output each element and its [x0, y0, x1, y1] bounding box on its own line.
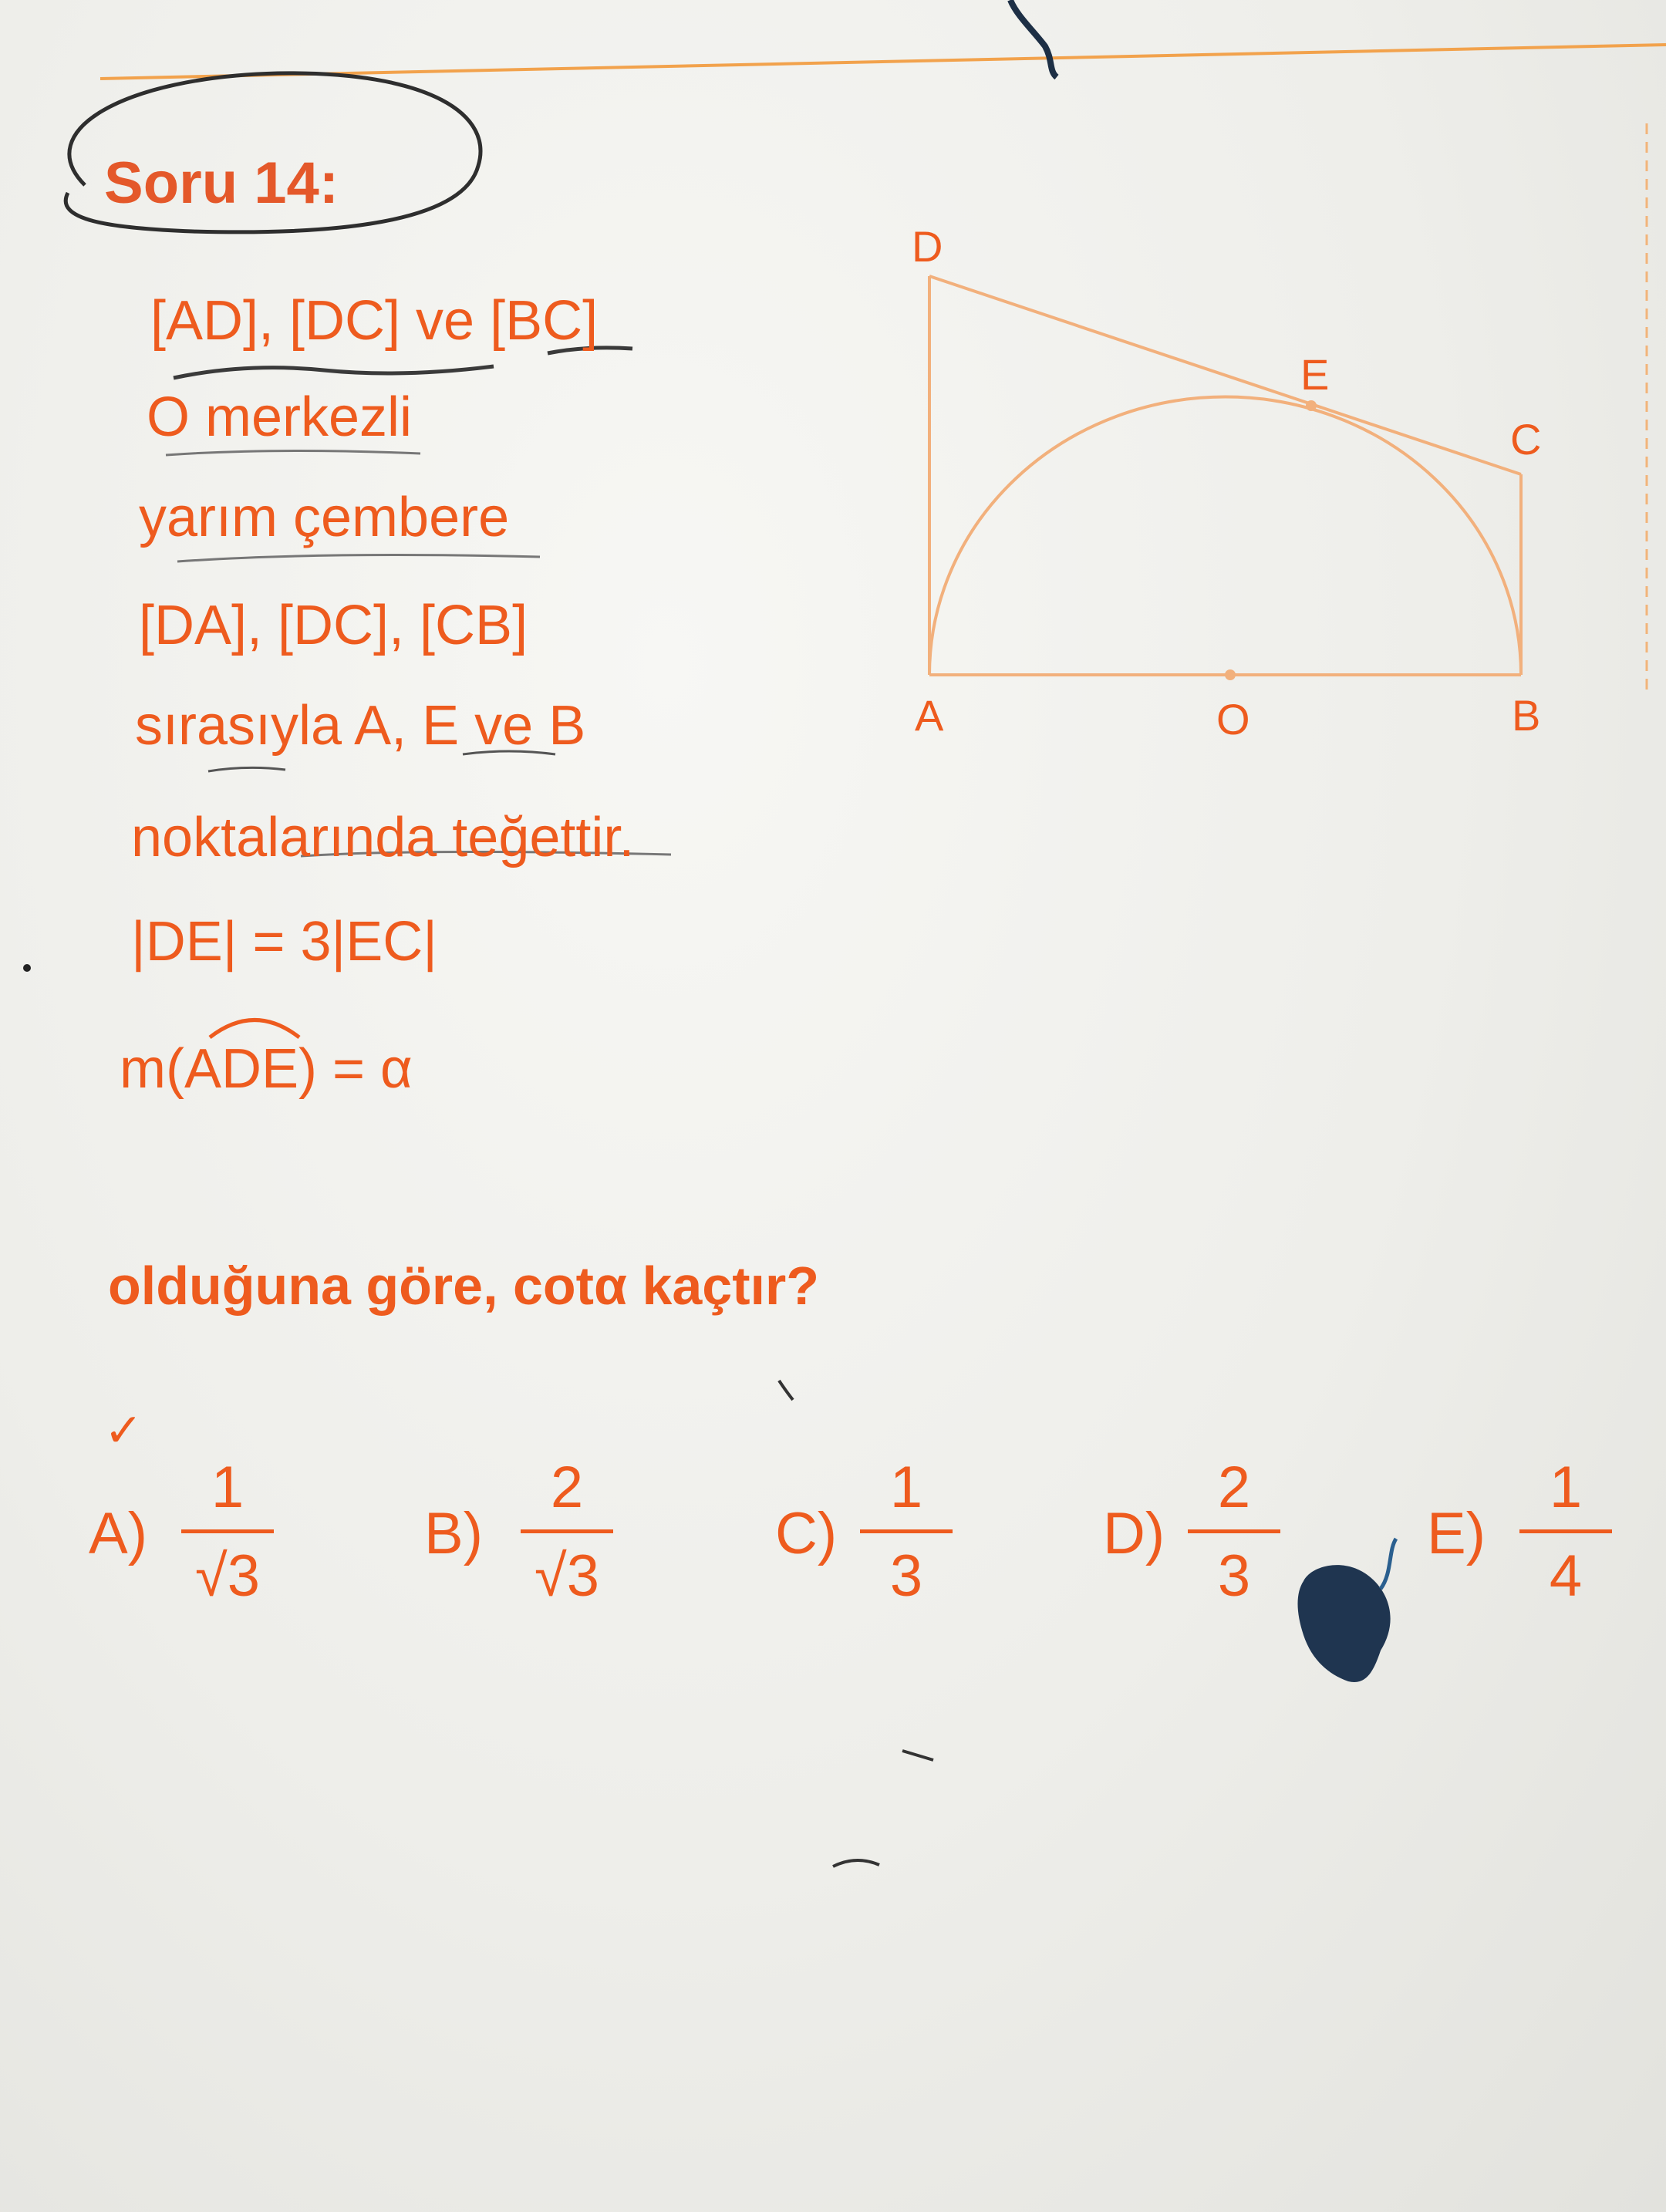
pencil-underline: [177, 555, 540, 561]
dot-mark: [23, 964, 31, 972]
problem-line-3: yarım çembere: [139, 487, 510, 548]
thread: [1010, 0, 1057, 77]
choice-label: D): [1103, 1501, 1165, 1566]
choice-fraction: [1519, 1454, 1612, 1610]
ink-blot: [1298, 1539, 1397, 1682]
numerator: 1: [211, 1455, 245, 1520]
pencil-mark: [902, 1751, 933, 1760]
problem-line-7: |DE| = 3|EC|: [131, 911, 437, 973]
question-title: Soru 14:: [104, 150, 339, 216]
problem-line-2: O merkezli: [147, 386, 413, 448]
choice-fraction: [860, 1454, 953, 1610]
denominator: 3: [1217, 1543, 1251, 1609]
numerator: 2: [1217, 1455, 1251, 1520]
denominator: 3: [889, 1543, 923, 1609]
problem-line-1: [AD], [DC] ve [BC]: [150, 290, 599, 352]
choice-label: B): [424, 1501, 483, 1566]
problem-line-5: sırasıyla A, E ve B: [135, 695, 586, 757]
denominator: √3: [535, 1543, 599, 1609]
problem-line-4: [DA], [DC], [CB]: [139, 595, 528, 656]
fraction-bar: [1188, 1529, 1280, 1533]
question-text: olduğuna göre, cotα kaçtır?: [108, 1256, 819, 1316]
pencil-underline: [166, 450, 420, 455]
numerator: 1: [889, 1455, 923, 1520]
pencil-underline: [174, 366, 494, 378]
choice-fraction: [521, 1454, 613, 1610]
label-D: D: [912, 222, 943, 271]
fraction-bar: [181, 1529, 274, 1533]
denominator: √3: [195, 1543, 260, 1609]
choice-label: C): [775, 1501, 838, 1566]
choice-fraction: [1188, 1454, 1280, 1610]
label-E: E: [1300, 350, 1330, 399]
pencil-underline: [208, 767, 285, 771]
pencil-mark: [779, 1381, 793, 1400]
fraction-bar: [860, 1529, 953, 1533]
check-mark: ✓: [104, 1404, 143, 1456]
label-B: B: [1512, 691, 1541, 740]
numerator: 1: [1549, 1455, 1583, 1520]
denominator: 4: [1549, 1543, 1583, 1609]
problem-line-8: m(ADE) = α: [120, 1038, 413, 1100]
problem-line-6: noktalarında teğettir.: [131, 807, 635, 868]
fraction-bar: [1519, 1529, 1612, 1533]
pencil-mark: [833, 1860, 879, 1866]
label-C: C: [1510, 415, 1542, 464]
choice-label: A): [89, 1501, 147, 1566]
choice-label: E): [1427, 1501, 1486, 1566]
label-A: A: [915, 691, 944, 740]
fraction-bar: [521, 1529, 613, 1533]
label-O: O: [1216, 695, 1250, 744]
choice-fraction: [181, 1454, 274, 1610]
numerator: 2: [550, 1455, 584, 1520]
